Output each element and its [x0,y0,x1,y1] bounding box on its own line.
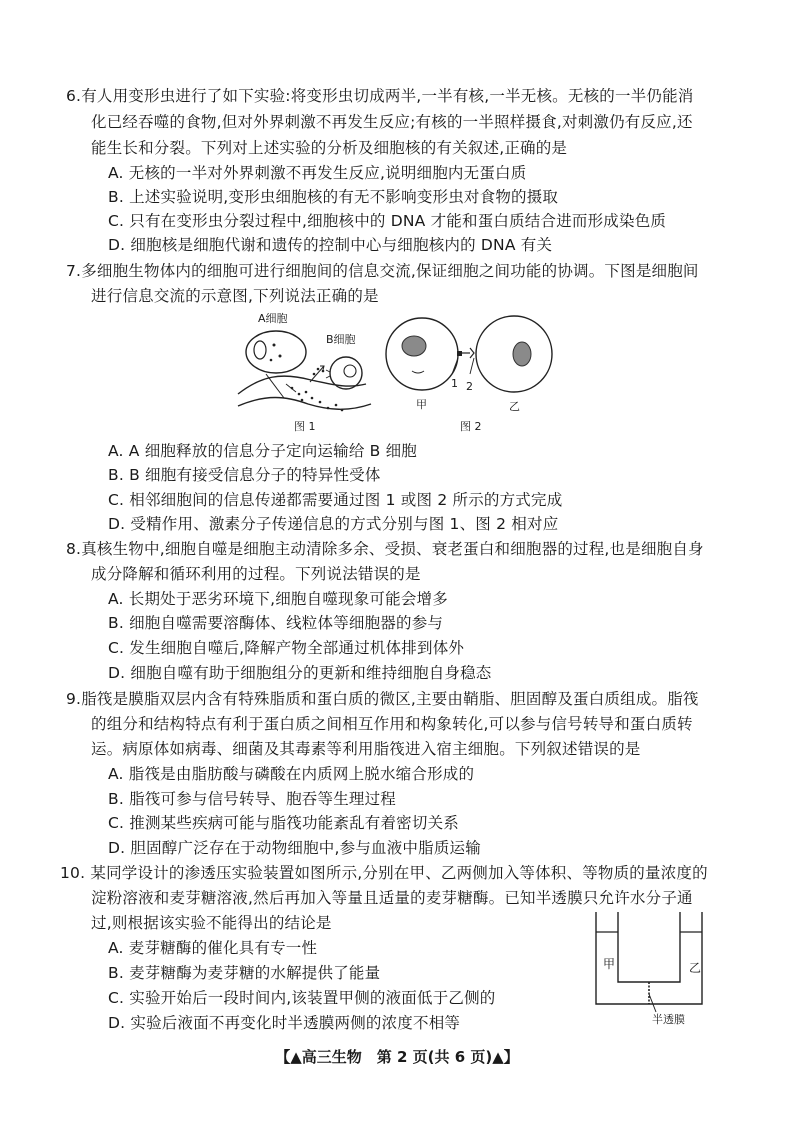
q6-option-d: D. 细胞核是细胞代谢和遗传的控制中心与细胞核内的 DNA 有关 [108,236,553,254]
q6-option-b: B. 上述实验说明,变形虫细胞核的有无不影响变形虫对食物的摄取 [108,188,559,206]
q9-option-a: A. 脂筏是由脂肪酸与磷酸在内质网上脱水缩合形成的 [108,765,475,783]
q7-a-cell-label: A细胞 [258,312,288,325]
q9-stem-line-1: 9.脂筏是膜脂双层内含有特殊脂质和蛋白质的微区,主要由鞘脂、胆固醇及蛋白质组成。脂筏 [66,690,699,708]
q10-option-c: C. 实验开始后一段时间内,该装置甲侧的液面低于乙侧的 [108,989,496,1007]
a-cell-shape [246,331,306,373]
q8-option-b: B. 细胞自噬需要溶酶体、线粒体等细胞器的参与 [108,614,444,632]
b-cell-nucleus [344,365,356,377]
q6-option-a: A. 无核的一半对外界刺激不再发生反应,说明细胞内无蛋白质 [108,164,527,182]
q7-fig2-yi-label: 乙 [509,400,520,413]
q7-fig1-caption: 图 1 [294,420,316,433]
a-cell-nucleus [254,341,266,359]
q6-stem-line-3: 能生长和分裂。下列对上述实验的分析及细胞核的有关叙述,正确的是 [91,139,568,157]
q10-yi-label: 乙 [689,961,702,975]
q8-stem-line-1: 8.真核生物中,细胞自噬是细胞主动清除多余、受损、衰老蛋白和细胞器的过程,也是细胞自身 [66,540,704,558]
jia-nucleus [402,336,426,356]
u-tube-inner [618,912,680,982]
q7-fig2-number-1: 1 [451,377,458,390]
q10-stem-line-1: 10. 某同学设计的渗透压实验装置如图所示,分别在甲、乙两侧加入等体积、等物质的量浓度的 [60,864,708,882]
q10-stem-line-3: 过,则根据该实验不能得出的结论是 [91,914,332,932]
q8-option-a: A. 长期处于恶劣环境下,细胞自噬现象可能会增多 [108,590,448,608]
page-footer: 【▲高三生物 第 2 页(共 6 页)▲】 [275,1048,519,1066]
b-cell-shape [330,357,362,389]
q7-fig2-jia-label: 甲 [416,398,427,411]
q6-option-c: C. 只有在变形虫分裂过程中,细胞核中的 DNA 才能和蛋白质结合进而形成染色质 [108,212,667,230]
q9-option-b: B. 脂筏可参与信号转导、胞吞等生理过程 [108,790,396,808]
q7-option-d: D. 受精作用、激素分子传递信息的方式分别与图 1、图 2 相对应 [108,515,559,533]
q6-stem-line-2: 化已经吞噬的食物,但对外界刺激不再发生反应;有核的一半照样摄食,对刺激仍有反应,还 [91,113,693,131]
q8-option-c: C. 发生细胞自噬后,降解产物全部通过机体排到体外 [108,639,465,657]
q10-option-d: D. 实验后液面不再变化时半透膜两侧的浓度不相等 [108,1014,461,1032]
q7-stem-line-2: 进行信息交流的示意图,下列说法正确的是 [91,287,379,305]
q9-option-c: C. 推测某些疾病可能与脂筏功能紊乱有着密切关系 [108,814,459,832]
q7-option-a: A. A 细胞释放的信息分子定向运输给 B 细胞 [108,442,418,460]
blood-vessel-lower [238,398,371,410]
q7-fig2-number-2: 2 [466,380,473,393]
q7-option-b: B. B 细胞有接受信息分子的特异性受体 [108,466,381,484]
q10-stem-line-2: 淀粉溶液和麦芽糖溶液,然后再加入等量且适量的麦芽糖酶。已知半透膜只允许水分子通 [91,889,693,907]
q7-stem-line-1: 7.多细胞生物体内的细胞可进行细胞间的信息交流,保证细胞之间功能的协调。下图是细胞间 [66,262,699,280]
q7-fig2-caption: 图 2 [460,420,482,433]
q9-stem-line-3: 运。病原体如病毒、细菌及其毒素等利用脂筏进入宿主细胞。下列叙述错误的是 [91,740,641,758]
q10-membrane-label: 半透膜 [652,1013,685,1026]
q10-option-b: B. 麦芽糖酶为麦芽糖的水解提供了能量 [108,964,381,982]
q7-figure-1 [236,314,376,424]
q9-stem-line-2: 的组分和结构特点有利于蛋白质之间相互作用和构象转化,可以参与信号转导和蛋白质转 [91,715,693,733]
q7-option-c: C. 相邻细胞间的信息传递都需要通过图 1 或图 2 所示的方式完成 [108,491,563,509]
signal-molecule [457,351,462,356]
q10-jia-label: 甲 [603,957,616,971]
q8-stem-line-2: 成分降解和循环利用的过程。下列说法错误的是 [91,565,421,583]
q9-option-d: D. 胆固醇广泛存在于动物细胞中,参与血液中脂质运输 [108,839,481,857]
yi-nucleus [513,342,531,366]
q8-option-d: D. 细胞自噬有助于细胞组分的更新和维持细胞自身稳态 [108,664,492,682]
q6-stem-line-1: 6.有人用变形虫进行了如下实验:将变形虫切成两半,一半有核,一半无核。无核的一半仍能消 [66,87,694,105]
q10-option-a: A. 麦芽糖酶的催化具有专一性 [108,939,318,957]
blood-vessel-upper [238,376,366,394]
q7-b-cell-label: B细胞 [326,333,356,346]
